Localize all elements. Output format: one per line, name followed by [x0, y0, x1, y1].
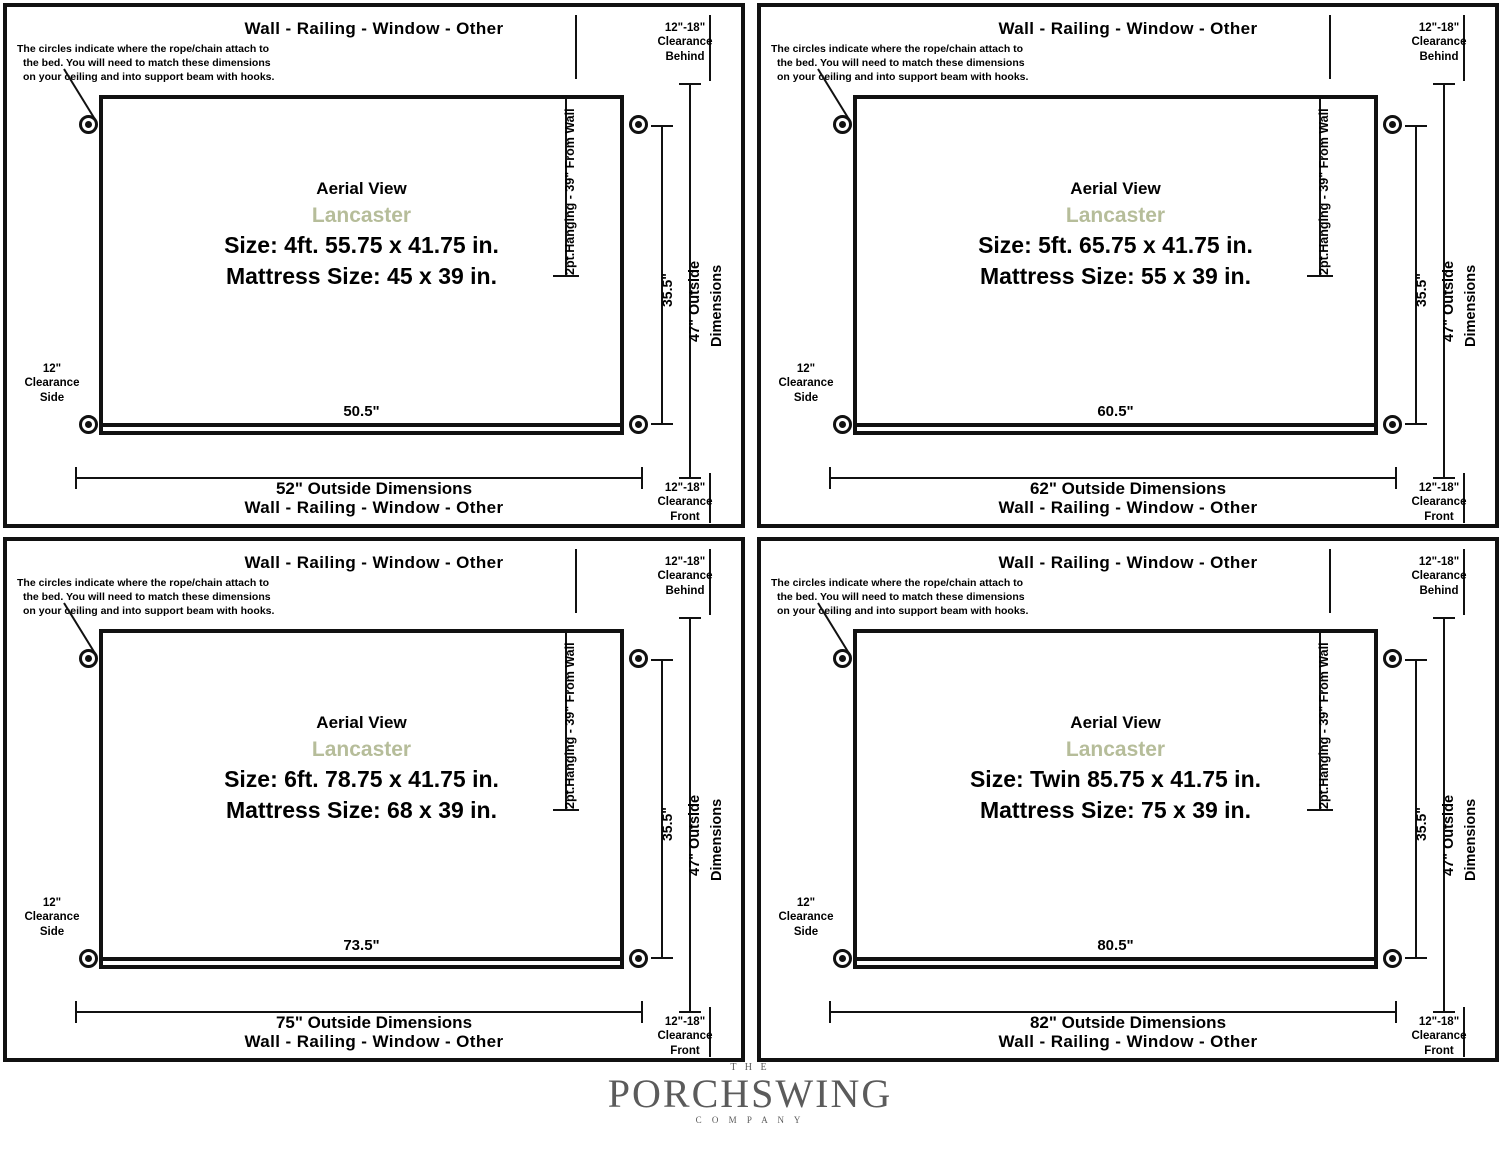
hanging-dimension-cap-top: [553, 97, 579, 99]
hook-note-line-3: on your ceiling and into support beam with hooks.: [23, 70, 275, 83]
outside-depth-label: 47" Outside: [1441, 260, 1457, 342]
hook-icon-top-right: [629, 649, 648, 668]
clearance-behind-line-3: Behind: [665, 50, 705, 63]
clearance-behind-line-2: Clearance: [657, 36, 713, 49]
clearance-behind-line-2: Clearance: [657, 570, 713, 583]
hook-note: [771, 577, 1036, 619]
panel-center-labels: [853, 177, 1378, 291]
clearance-side-line-1: 12": [796, 363, 816, 375]
outside-width-label: 62" Outside Dimensions: [1029, 479, 1227, 498]
swing-bed-panel: [3, 3, 745, 528]
aerial-view-label: Aerial View: [1070, 713, 1161, 732]
inner-depth-cap-top: [1405, 125, 1427, 127]
hook-icon-bottom-left: [833, 949, 852, 968]
aerial-view-label: Aerial View: [1070, 179, 1161, 198]
outside-depth-label: 47" Outside: [1441, 794, 1457, 876]
hook-note-line-1: The circles indicate where the rope/chain attach to: [17, 577, 270, 589]
hook-note-line-1: The circles indicate where the rope/chain attach to: [771, 43, 1024, 55]
hook-note-line-2: the bed. You will need to match these dimensions: [23, 590, 271, 603]
hook-note: [771, 43, 1036, 85]
inner-depth-label: 35.5": [1413, 807, 1429, 841]
clearance-side-line-2: Clearance: [778, 911, 834, 924]
hook-note-line-3: on your ceiling and into support beam with hooks.: [23, 604, 275, 617]
hanging-dimension-cap-bottom: [553, 275, 579, 277]
inner-depth-cap-top: [651, 125, 673, 127]
outside-depth-label-2: Dimensions: [709, 264, 725, 347]
clearance-front-line-3: Front: [670, 1044, 700, 1057]
outside-width-label: 82" Outside Dimensions: [1029, 1013, 1227, 1032]
brand-logo: [0, 1062, 1500, 1125]
inner-width-label: 73.5": [343, 937, 380, 954]
hook-icon-top-left: [833, 649, 852, 668]
aerial-view-label: Aerial View: [316, 179, 407, 198]
model-name-label: Lancaster: [1065, 737, 1166, 761]
model-name-label: Lancaster: [311, 203, 412, 227]
outside-depth-label: 47" Outside: [687, 260, 703, 342]
clearance-side-note: [771, 362, 841, 405]
clearance-front-line-1: 12"-18": [1418, 1016, 1460, 1028]
mattress-size-label: Mattress Size: 55 x 39 in.: [979, 262, 1251, 289]
inner-depth-cap-bottom: [651, 957, 673, 959]
hanging-dimension-cap-bottom: [553, 809, 579, 811]
aerial-view-label: Aerial View: [316, 713, 407, 732]
clearance-side-line-1: 12": [42, 363, 62, 375]
clearance-behind-line-2: Clearance: [1411, 36, 1467, 49]
hook-icon-top-left: [79, 115, 98, 134]
hook-icon-top-right: [629, 115, 648, 134]
front-rail-line: [99, 423, 624, 427]
clearance-behind-note: [1379, 555, 1499, 598]
wall-reference-line: [575, 549, 577, 613]
outside-depth-label: 47" Outside: [687, 794, 703, 876]
hanging-dimension-cap-top: [1307, 631, 1333, 633]
outside-width-label: 52" Outside Dimensions: [275, 479, 473, 498]
clearance-side-line-3: Side: [793, 391, 819, 404]
inner-width-label: 50.5": [343, 403, 380, 420]
hook-icon-bottom-left: [79, 415, 98, 434]
brand-the: T H E: [730, 1062, 770, 1073]
clearance-front-line-2: Clearance: [1411, 1030, 1467, 1043]
hanging-dimension-cap-top: [553, 631, 579, 633]
outside-depth-label-2: Dimensions: [709, 798, 725, 881]
clearance-front-line-2: Clearance: [657, 1030, 713, 1043]
inner-width-label: 80.5": [1097, 937, 1134, 954]
hook-icon-top-right: [1383, 115, 1402, 134]
clearance-side-note: [17, 362, 87, 405]
bottom-wall-label: Wall - Railing - Window - Other: [244, 1032, 504, 1051]
inner-depth-cap-bottom: [1405, 423, 1427, 425]
clearance-side-note: [17, 896, 87, 939]
panel-center-labels: [853, 711, 1378, 825]
hook-note-line-2: the bed. You will need to match these dimensions: [23, 56, 271, 69]
panel-center-labels: [99, 177, 624, 291]
bottom-wall-label: Wall - Railing - Window - Other: [244, 498, 504, 517]
mattress-size-label: Mattress Size: 75 x 39 in.: [979, 796, 1251, 823]
hook-icon-top-right: [1383, 649, 1402, 668]
swing-bed-panel: [757, 537, 1499, 1062]
outside-depth-cap-top: [1433, 617, 1455, 619]
clearance-behind-line-1: 12"-18": [1418, 22, 1460, 34]
inner-depth-label: 35.5": [659, 273, 675, 307]
wall-reference-line: [1329, 549, 1331, 613]
hanging-dimension-label: 2pt.Hanging - 39" From Wall: [1317, 642, 1331, 809]
clearance-front-line-1: 12"-18": [664, 1016, 706, 1028]
top-wall-label: Wall - Railing - Window - Other: [998, 19, 1258, 38]
brand-name: PORCHSWING: [607, 1071, 893, 1116]
clearance-front-line-3: Front: [1424, 510, 1454, 523]
front-rail-line: [853, 423, 1378, 427]
clearance-side-line-3: Side: [39, 925, 65, 938]
front-rail-line: [853, 957, 1378, 961]
hanging-dimension-label: 2pt.Hanging - 39" From Wall: [1317, 108, 1331, 275]
hook-icon-bottom-left: [833, 415, 852, 434]
clearance-behind-note: [625, 21, 745, 64]
hanging-dimension-cap-top: [1307, 97, 1333, 99]
hook-icon-bottom-left: [79, 949, 98, 968]
inner-depth-cap-bottom: [651, 423, 673, 425]
hook-icon-bottom-right: [629, 415, 648, 434]
size-label: Size: 5ft. 65.75 x 41.75 in.: [978, 231, 1253, 258]
hook-note: [17, 577, 282, 619]
clearance-side-line-2: Clearance: [24, 377, 80, 390]
clearance-behind-line-3: Behind: [665, 584, 705, 597]
inner-depth-label: 35.5": [659, 807, 675, 841]
hanging-dimension-cap-bottom: [1307, 809, 1333, 811]
outside-depth-label-2: Dimensions: [1463, 798, 1479, 881]
bottom-wall-label: Wall - Railing - Window - Other: [998, 498, 1258, 517]
clearance-front-line-2: Clearance: [1411, 496, 1467, 509]
clearance-behind-line-3: Behind: [1419, 584, 1459, 597]
swing-bed-panel: [757, 3, 1499, 528]
hook-note-line-1: The circles indicate where the rope/chain attach to: [771, 577, 1024, 589]
hanging-dimension-cap-bottom: [1307, 275, 1333, 277]
mattress-size-label: Mattress Size: 45 x 39 in.: [225, 262, 497, 289]
front-rail-line: [99, 957, 624, 961]
hook-note-line-2: the bed. You will need to match these dimensions: [777, 590, 1025, 603]
hook-note-line-1: The circles indicate where the rope/chain attach to: [17, 43, 270, 55]
clearance-side-line-2: Clearance: [24, 911, 80, 924]
size-label: Size: 4ft. 55.75 x 41.75 in.: [224, 231, 499, 258]
clearance-behind-line-3: Behind: [1419, 50, 1459, 63]
outside-width-label: 75" Outside Dimensions: [275, 1013, 473, 1032]
clearance-side-line-2: Clearance: [778, 377, 834, 390]
clearance-front-line-1: 12"-18": [1418, 482, 1460, 494]
inner-depth-cap-top: [651, 659, 673, 661]
clearance-behind-line-1: 12"-18": [664, 556, 706, 568]
top-wall-label: Wall - Railing - Window - Other: [998, 553, 1258, 572]
hook-icon-bottom-right: [1383, 949, 1402, 968]
clearance-side-note: [771, 896, 841, 939]
hook-note-line-3: on your ceiling and into support beam with hooks.: [777, 70, 1029, 83]
panel-center-labels: [99, 711, 624, 825]
top-wall-label: Wall - Railing - Window - Other: [244, 553, 504, 572]
hook-note: [17, 43, 282, 85]
inner-depth-cap-top: [1405, 659, 1427, 661]
bottom-wall-label: Wall - Railing - Window - Other: [998, 1032, 1258, 1051]
mattress-size-label: Mattress Size: 68 x 39 in.: [225, 796, 497, 823]
outside-depth-cap-top: [1433, 83, 1455, 85]
brand-company: C O M P A N Y: [695, 1115, 805, 1125]
top-wall-label: Wall - Railing - Window - Other: [244, 19, 504, 38]
wall-reference-line: [575, 15, 577, 79]
size-label: Size: 6ft. 78.75 x 41.75 in.: [224, 765, 499, 792]
model-name-label: Lancaster: [1065, 203, 1166, 227]
hook-note-line-3: on your ceiling and into support beam with hooks.: [777, 604, 1029, 617]
outside-depth-label-2: Dimensions: [1463, 264, 1479, 347]
hook-icon-top-left: [79, 649, 98, 668]
clearance-behind-note: [1379, 21, 1499, 64]
inner-depth-label: 35.5": [1413, 273, 1429, 307]
outside-depth-cap-top: [679, 617, 701, 619]
hanging-dimension-label: 2pt.Hanging - 39" From Wall: [563, 642, 577, 809]
hook-icon-bottom-right: [629, 949, 648, 968]
clearance-behind-note: [625, 555, 745, 598]
clearance-front-line-3: Front: [670, 510, 700, 523]
inner-depth-cap-bottom: [1405, 957, 1427, 959]
clearance-front-line-3: Front: [1424, 1044, 1454, 1057]
clearance-front-line-1: 12"-18": [664, 482, 706, 494]
hook-icon-top-left: [833, 115, 852, 134]
clearance-side-line-3: Side: [793, 925, 819, 938]
swing-bed-panel: [3, 537, 745, 1062]
clearance-front-line-2: Clearance: [657, 496, 713, 509]
clearance-behind-line-1: 12"-18": [664, 22, 706, 34]
clearance-behind-line-2: Clearance: [1411, 570, 1467, 583]
clearance-side-line-3: Side: [39, 391, 65, 404]
size-label: Size: Twin 85.75 x 41.75 in.: [969, 765, 1262, 792]
clearance-behind-line-1: 12"-18": [1418, 556, 1460, 568]
inner-width-label: 60.5": [1097, 403, 1134, 420]
hook-icon-bottom-right: [1383, 415, 1402, 434]
wall-reference-line: [1329, 15, 1331, 79]
hanging-dimension-label: 2pt.Hanging - 39" From Wall: [563, 108, 577, 275]
clearance-side-line-1: 12": [796, 897, 816, 909]
clearance-side-line-1: 12": [42, 897, 62, 909]
outside-depth-cap-top: [679, 83, 701, 85]
hook-note-line-2: the bed. You will need to match these dimensions: [777, 56, 1025, 69]
model-name-label: Lancaster: [311, 737, 412, 761]
